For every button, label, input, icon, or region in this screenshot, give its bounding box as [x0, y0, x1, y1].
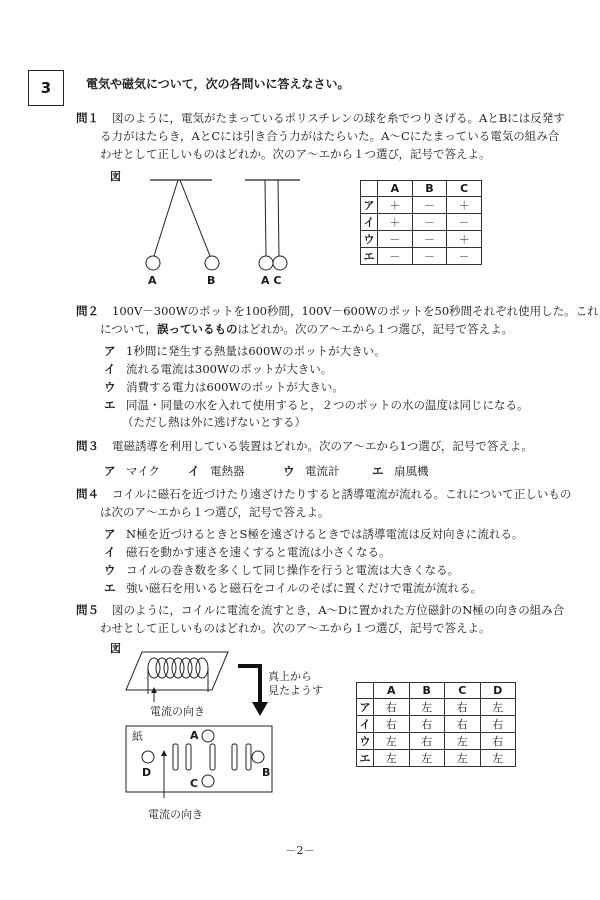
table-row-header: ア	[357, 699, 374, 716]
q5-coil-figure	[120, 640, 340, 810]
table-row	[357, 699, 516, 716]
q5-current-label-bottom: 電流の向き	[148, 808, 203, 821]
choice-marker: ウ	[283, 464, 295, 478]
table-header-cell	[357, 683, 374, 699]
q1-text-line2: る力がはたらき，AとCには引き合う力がはたらいた。A～Cにたまっている電気の組み合	[100, 129, 560, 143]
q1-pendulum-figure	[130, 172, 300, 290]
q3-label: 問３	[76, 439, 99, 453]
q1-label: 問１	[76, 111, 99, 125]
q1-ball-a	[146, 256, 160, 270]
choice-text: 消費する電力は600Wのポットが大きい。	[126, 380, 344, 394]
q5-figure-label: 図	[110, 642, 121, 655]
q2-text-line2-emphasis: 誤っているもの	[157, 322, 238, 336]
table-cell: 右	[480, 716, 516, 733]
table-row-header: ウ	[357, 733, 374, 750]
choice-text: 電熱器	[210, 464, 245, 478]
table-cell: 右	[445, 716, 481, 733]
choice-text: コイルの巻き数を多くして同じ操作を行うと電流は大きくなる。	[126, 563, 460, 577]
q1-text-line3: わせとして正しいものはどれか。次のア～エから１つ選び，記号で答えよ。	[100, 147, 491, 161]
q5-text-line1: 図のように，コイルに電流を流すとき，A～Dに置かれた方位磁針のN極の向きの組み合	[112, 603, 565, 617]
choice-text: 同温・同量の水を入れて使用すると，２つのポットの水の温度は同じになる。	[126, 398, 529, 412]
q2-label: 問２	[76, 304, 99, 318]
table-header-cell: A	[378, 181, 413, 197]
q5-view-label	[268, 670, 323, 698]
table-row-header: ウ	[361, 231, 378, 248]
q5-compass-label-a: A	[190, 729, 199, 742]
q3-choice-u	[283, 463, 340, 480]
choice-marker: イ	[104, 362, 116, 376]
table-row	[361, 248, 482, 265]
table-cell: 右	[409, 733, 445, 750]
q4-text-line1: コイルに磁石を近づけたり遠ざけたりすると誘導電流が流れる。これについて正しいもの	[112, 487, 572, 501]
table-header-row	[361, 181, 482, 197]
table-row-header: イ	[357, 716, 374, 733]
q5-compass-label-d: D	[142, 766, 152, 779]
table-cell: 左	[409, 750, 445, 767]
table-row-header: エ	[357, 750, 374, 767]
q2-text-line1: 100V－300Wのポットを100秒間，100V－600Wのポットを50秒間それぞれ使用した。これ	[112, 304, 599, 318]
table-row	[357, 750, 516, 767]
table-row	[361, 214, 482, 231]
q5-label: 問５	[76, 603, 99, 617]
q1-figure-label: 図	[110, 170, 121, 183]
table-cell: ＋	[378, 214, 413, 231]
choice-text: 流れる電流は300Wのポットが大きい。	[126, 362, 333, 376]
choice-marker: ア	[104, 464, 116, 478]
q5-compass-b	[252, 751, 264, 763]
choice-text: N極を近づけるときとS極を遠ざけるときでは誘導電流は反対向きに流れる。	[126, 527, 524, 541]
table-cell: －	[447, 248, 482, 265]
table-cell: －	[412, 231, 447, 248]
q1-ball-label-ac: A C	[261, 274, 282, 287]
q1-thread-a2	[265, 180, 266, 256]
q4-choice-i	[104, 544, 391, 561]
choice-marker: エ	[104, 398, 116, 412]
table-header-cell: C	[447, 181, 482, 197]
table-cell: －	[378, 231, 413, 248]
table-cell: －	[447, 214, 482, 231]
choice-marker: イ	[104, 545, 116, 559]
q4-choice-a	[104, 526, 523, 543]
table-row	[361, 231, 482, 248]
q2-choice-a	[104, 343, 386, 360]
table-cell: 左	[445, 750, 481, 767]
q5-compass-a	[202, 730, 214, 742]
q5-answer-table	[356, 682, 516, 767]
q5-view-label-line1: 真上から	[268, 670, 312, 683]
table-cell: ＋	[447, 197, 482, 214]
table-row-header: エ	[361, 248, 378, 265]
q1-ball-c	[273, 256, 287, 270]
choice-marker: イ	[188, 464, 200, 478]
section-title: 電気や磁気について，次の各問いに答えなさい。	[86, 77, 350, 91]
q3-choice-e	[372, 463, 429, 480]
q4-text-line2: は次のア～エから１つ選び，記号で答えよ。	[100, 505, 330, 519]
choice-text: 1秒間に発生する熱量は600Wのポットが大きい。	[126, 344, 386, 358]
q1-ball-label-b: B	[207, 274, 216, 287]
table-cell: ＋	[447, 231, 482, 248]
q5-compass-d	[142, 751, 154, 763]
q1-thread-a	[154, 180, 178, 256]
q2-text-line2-a: について，	[100, 322, 158, 336]
q3-choice-i	[188, 463, 245, 480]
table-cell: 右	[409, 716, 445, 733]
q4-label: 問４	[76, 487, 99, 501]
q5-text-line2: わせとして正しいものはどれか。次のア～エから１つ選び，記号で答えよ。	[100, 621, 491, 635]
q5-view-label-line2: 見たようす	[268, 684, 323, 697]
table-cell: －	[412, 248, 447, 265]
choice-text: 強い磁石を用いると磁石をコイルのそばに置くだけで電流が流れる。	[126, 581, 483, 595]
q5-current-label-top: 電流の向き	[150, 705, 205, 718]
q5-compass-label-c: C	[190, 777, 199, 790]
table-cell: 左	[480, 699, 516, 716]
table-cell: 右	[374, 716, 410, 733]
q5-paper-label: 紙	[132, 730, 143, 743]
choice-marker: エ	[104, 581, 116, 595]
q1-text-line1: 図のように，電気がたまっているポリスチレンの球を糸でつりさげる。AとBには反発す	[112, 111, 565, 125]
table-header-cell: B	[412, 181, 447, 197]
q4-choice-e	[104, 580, 482, 597]
q2-text-line2	[100, 321, 513, 337]
table-header-cell: C	[445, 683, 481, 699]
table-cell: 左	[374, 733, 410, 750]
q2-text-line2-c: はどれか。次のア～エから１つ選び，記号で答えよ。	[237, 322, 514, 336]
table-row	[361, 197, 482, 214]
table-cell: 右	[445, 699, 481, 716]
table-header-cell	[361, 181, 378, 197]
choice-marker: エ	[372, 464, 384, 478]
table-cell: 左	[480, 750, 516, 767]
choice-text: 扇風機	[394, 464, 429, 478]
table-cell: 左	[409, 699, 445, 716]
q1-thread-b	[180, 180, 210, 256]
choice-text: 電流計	[305, 464, 340, 478]
q3-text: 電磁誘導を利用している装置はどれか。次のア～エから1つ選び，記号で答えよ。	[112, 439, 533, 453]
table-cell: －	[412, 214, 447, 231]
q2-choice-i	[104, 361, 332, 378]
table-cell: ＋	[378, 197, 413, 214]
choice-marker: ウ	[104, 563, 116, 577]
table-cell: 左	[374, 750, 410, 767]
choice-text: 磁石を動かす速さを速くすると電流は小さくなる。	[126, 545, 391, 559]
table-cell: 右	[480, 733, 516, 750]
table-cell: 左	[445, 733, 481, 750]
section-number-box	[28, 70, 64, 106]
table-row-header: ア	[361, 197, 378, 214]
choice-text: マイク	[126, 464, 161, 478]
table-row-header: イ	[361, 214, 378, 231]
table-header-cell: B	[409, 683, 445, 699]
q1-answer-table	[360, 180, 482, 265]
q4-choice-u	[104, 562, 459, 579]
choice-marker: ウ	[104, 380, 116, 394]
table-header-cell: D	[480, 683, 516, 699]
table-header-cell: A	[374, 683, 410, 699]
choice-marker: ア	[104, 527, 116, 541]
table-header-row	[357, 683, 516, 699]
q1-thread-c	[278, 180, 279, 256]
q1-ball-label-a: A	[148, 274, 157, 287]
section-number: 3	[40, 79, 52, 97]
q1-ball-b	[205, 256, 219, 270]
q2-choice-e	[104, 397, 529, 414]
q5-compass-label-b: B	[262, 766, 271, 779]
q2-choice-u	[104, 379, 344, 396]
table-cell: －	[378, 248, 413, 265]
table-cell: 右	[374, 699, 410, 716]
q5-compass-c	[202, 775, 214, 787]
q1-ball-a2	[259, 256, 273, 270]
table-row	[357, 733, 516, 750]
q2-note: （ただし熱は外に逃げないとする）	[122, 415, 306, 429]
q5-view-arrowhead	[252, 702, 268, 716]
choice-marker: ア	[104, 344, 116, 358]
q5-view-arrow	[238, 666, 260, 706]
page-number: －2－	[285, 844, 315, 857]
table-cell: －	[412, 197, 447, 214]
q3-choice-a	[104, 463, 160, 480]
table-row	[357, 716, 516, 733]
